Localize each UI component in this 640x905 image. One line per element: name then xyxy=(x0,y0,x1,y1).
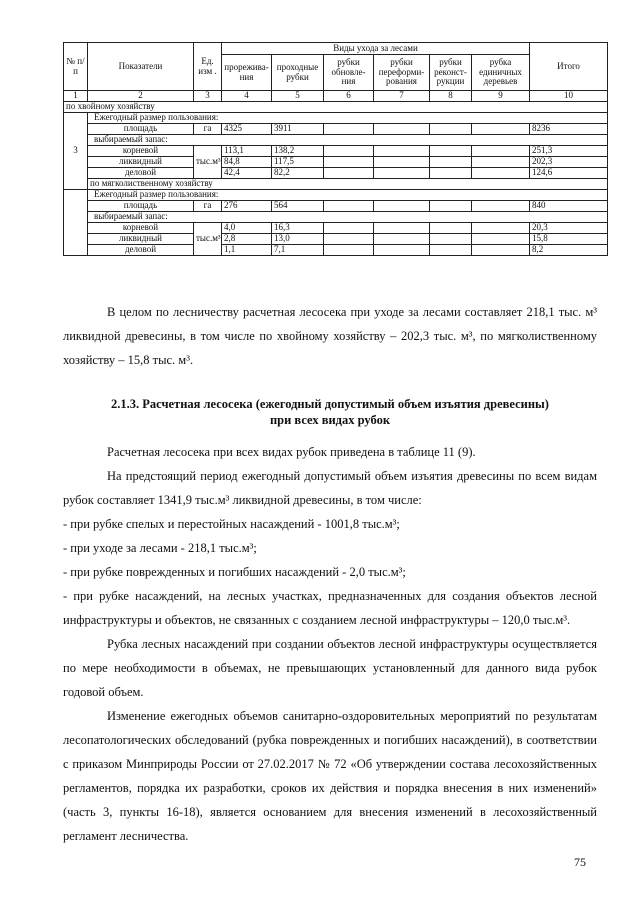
cell-empty xyxy=(324,245,374,256)
cell-empty xyxy=(374,245,430,256)
header-type-thinning: прорежива-ния xyxy=(222,55,272,91)
cell-empty xyxy=(472,168,530,179)
cell-empty xyxy=(374,223,430,234)
body-text xyxy=(63,440,597,848)
cell-empty xyxy=(430,201,472,212)
cell-total: 20,3 xyxy=(530,223,608,234)
cell-empty xyxy=(324,223,374,234)
label-area: площадь xyxy=(88,201,194,212)
header-type-single-trees: рубка единичных деревьев xyxy=(472,55,530,91)
summary-paragraph-block xyxy=(63,300,597,372)
header-indicator: Показатели xyxy=(88,43,194,91)
cell-empty xyxy=(430,157,472,168)
cell-value: 276 xyxy=(222,201,272,212)
col-number: 7 xyxy=(374,91,430,102)
cell-value: 4325 xyxy=(222,124,272,135)
col-number: 2 xyxy=(88,91,194,102)
cell-total: 840 xyxy=(530,201,608,212)
label-root: корневой xyxy=(88,146,194,157)
volume-paragraph: На предстоящий период ежегодный допустимый объем изъятия древесины по всем видам рубок составляет 1341,9 тыс.м³ ликвидной древесины, в том числе: xyxy=(63,469,597,507)
cell-value: 4,0 xyxy=(222,223,272,234)
header-type-pass: проходные рубки xyxy=(272,55,324,91)
header-num: № п/п xyxy=(64,43,88,91)
cell-empty xyxy=(374,234,430,245)
cell-empty xyxy=(472,245,530,256)
row-number: 3 xyxy=(64,113,88,190)
header-care-types: Виды ухода за лесами xyxy=(222,43,530,55)
cell-value: 564 xyxy=(272,201,324,212)
cell-empty xyxy=(374,146,430,157)
col-number: 5 xyxy=(272,91,324,102)
cell-empty xyxy=(374,124,430,135)
cell-empty xyxy=(64,190,88,256)
cell-empty xyxy=(324,146,374,157)
list-item: - при рубке поврежденных и погибших насаждений - 2,0 тыс.м³; xyxy=(63,565,406,579)
changes-paragraph: Изменение ежегодных объемов санитарно-оздоровительных мероприятий по результатам лесопатологических обследований (рубка поврежденных и погибших насаждений), в соответствии с приказом Минприроды России от 27.02.2017 № 72 «Об утверждении состава лесохозяйственных регламентов, порядка их разработки, сроков их действия и порядка внесения в них изменений» (часть 3, пункты 16-18), является основанием для внесения изменений в лесохозяйственный регламент лесничества. xyxy=(63,709,597,843)
section-heading-line2: при всех видах рубок xyxy=(269,413,391,427)
header-type-reformation: рубки переформи-рования xyxy=(374,55,430,91)
stock-label: выбираемый запас: xyxy=(88,212,608,223)
stock-label: выбираемый запас: xyxy=(88,135,608,146)
cell-value: 82,2 xyxy=(272,168,324,179)
cell-value: 13,0 xyxy=(272,234,324,245)
unit-ha: га xyxy=(194,124,222,135)
header-type-renewal: рубки обновле-ния xyxy=(324,55,374,91)
annual-use-label: Ежегодный размер пользования: xyxy=(88,113,608,124)
col-number: 9 xyxy=(472,91,530,102)
annual-use-label: Ежегодный размер пользования: xyxy=(88,190,608,201)
cell-empty xyxy=(472,157,530,168)
col-number: 3 xyxy=(194,91,222,102)
cell-empty xyxy=(430,168,472,179)
col-number: 6 xyxy=(324,91,374,102)
section-heading xyxy=(63,396,597,428)
cell-empty xyxy=(430,223,472,234)
cell-empty xyxy=(374,168,430,179)
col-number: 10 xyxy=(530,91,608,102)
cell-empty xyxy=(374,201,430,212)
label-business: деловой xyxy=(88,245,194,256)
summary-paragraph: В целом по лесничеству расчетная лесосека при уходе за лесами составляет 218,1 тыс. м³ ликвидной древесины, в том числе по хвойному хозяйству – 202,3 тыс. м³, по мягколиственному хозяйству – 15,8 тыс. м³. xyxy=(63,305,597,367)
label-area: площадь xyxy=(88,124,194,135)
section-coniferous: по хвойному хозяйству xyxy=(64,102,608,113)
list-item: - при рубке спелых и перестойных насаждений - 1001,8 тыс.м³; xyxy=(63,517,400,531)
cell-value: 1,1 xyxy=(222,245,272,256)
cell-value: 113,1 xyxy=(222,146,272,157)
cell-empty xyxy=(430,146,472,157)
cell-value: 2,8 xyxy=(222,234,272,245)
cell-total: 8236 xyxy=(530,124,608,135)
label-liquid: ликвидный xyxy=(88,157,194,168)
cell-value: 42,4 xyxy=(222,168,272,179)
cell-empty xyxy=(374,157,430,168)
unit-thousand-m3: тыс.м³ xyxy=(194,223,222,256)
cell-value: 84,8 xyxy=(222,157,272,168)
label-liquid: ликвидный xyxy=(88,234,194,245)
cell-empty xyxy=(472,201,530,212)
cell-total: 251,3 xyxy=(530,146,608,157)
cell-value: 138,2 xyxy=(272,146,324,157)
cell-empty xyxy=(430,124,472,135)
cell-total: 202,3 xyxy=(530,157,608,168)
cell-value: 3911 xyxy=(272,124,324,135)
cell-empty xyxy=(324,157,374,168)
cell-total: 124,6 xyxy=(530,168,608,179)
forest-care-table-wrapper xyxy=(63,42,607,256)
forest-care-table xyxy=(63,42,608,256)
cell-empty xyxy=(324,124,374,135)
section-deciduous: по мягколиственному хозяйству xyxy=(88,179,608,190)
cell-empty xyxy=(430,245,472,256)
label-business: деловой xyxy=(88,168,194,179)
list-item: - при уходе за лесами - 218,1 тыс.м³; xyxy=(63,541,257,555)
page-number: 75 xyxy=(574,855,586,869)
table-reference-paragraph: Расчетная лесосека при всех видах рубок приведена в таблице 11 (9). xyxy=(107,445,476,459)
cell-empty xyxy=(324,234,374,245)
infrastructure-paragraph: Рубка лесных насаждений при создании объектов лесной инфраструктуры осуществляется по мере необходимости в объемах, не превышающих установленный для данного вида рубок годовой объем. xyxy=(63,637,597,699)
cell-empty xyxy=(472,234,530,245)
cell-value: 16,3 xyxy=(272,223,324,234)
cell-empty xyxy=(430,234,472,245)
list-item: - при рубке насаждений, на лесных участках, предназначенных для создания объектов лесной инфраструктуры и объектов, не связанных с созданием лесной инфраструктуры – 120,0 тыс.м³. xyxy=(63,589,597,627)
col-number: 8 xyxy=(430,91,472,102)
header-type-reconstruction: рубки реконст-рукции xyxy=(430,55,472,91)
cell-total: 8,2 xyxy=(530,245,608,256)
cell-empty xyxy=(472,223,530,234)
cell-empty xyxy=(472,124,530,135)
header-total: Итого xyxy=(530,43,608,91)
label-root: корневой xyxy=(88,223,194,234)
unit-thousand-m3: тыс.м³ xyxy=(194,146,222,179)
section-heading-line1: 2.1.3. Расчетная лесосека (ежегодный допустимый объем изъятия древесины) xyxy=(111,397,549,411)
cell-empty xyxy=(324,201,374,212)
cell-total: 15,8 xyxy=(530,234,608,245)
col-number: 4 xyxy=(222,91,272,102)
unit-ha: га xyxy=(194,201,222,212)
cell-empty xyxy=(472,146,530,157)
col-number: 1 xyxy=(64,91,88,102)
cell-empty xyxy=(324,168,374,179)
cell-value: 117,5 xyxy=(272,157,324,168)
cell-value: 7,1 xyxy=(272,245,324,256)
header-unit: Ед. изм . xyxy=(194,43,222,91)
